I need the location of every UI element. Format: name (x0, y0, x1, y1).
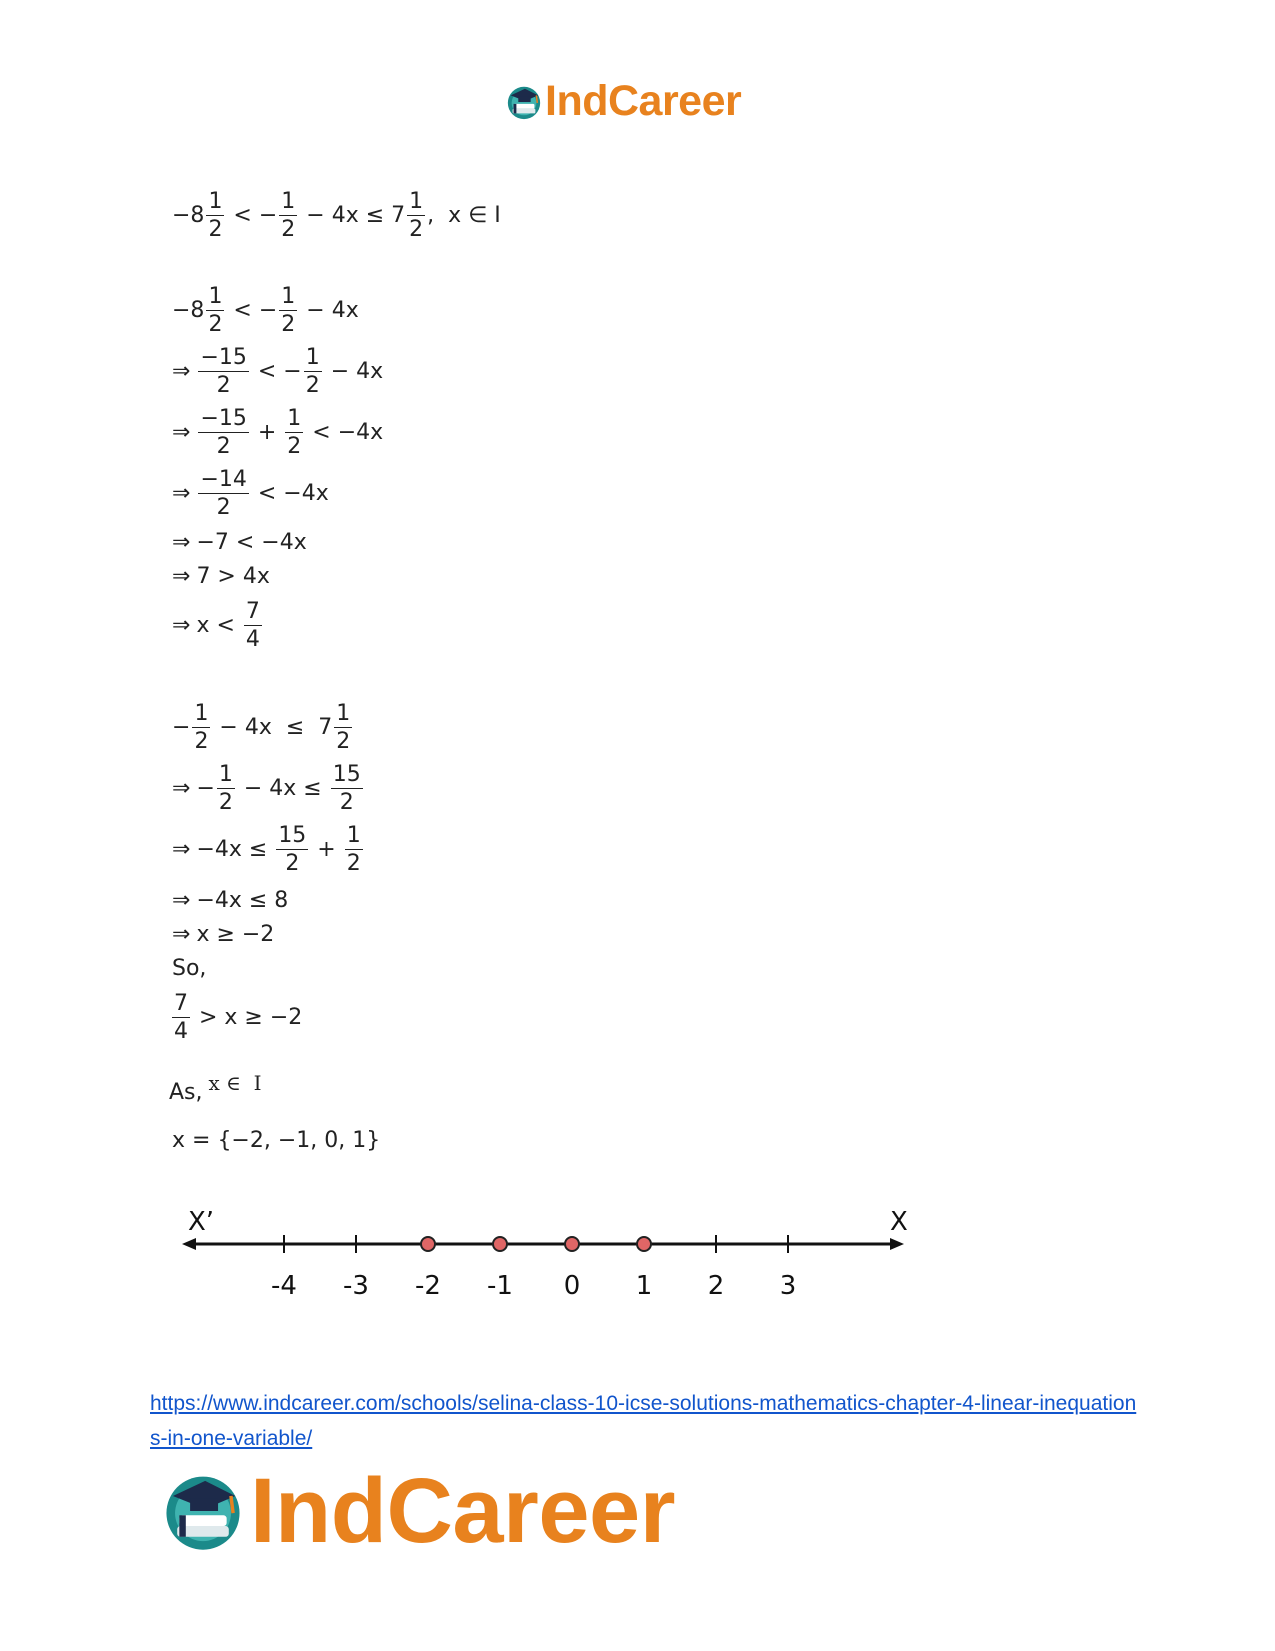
problem-statement: −8 $\frac{1}{2}$ < − $\frac{1}{2}$ − 4x ≤ 7 $\frac{1}{2}$ , x ∈ I (172, 189, 501, 243)
step-line: −8 $\frac{1}{2}$ < − $\frac{1}{2}$ − 4x (172, 284, 359, 338)
step-line: ⇒ 7 > 4x (172, 564, 270, 589)
tick-label: 1 (635, 1271, 653, 1301)
graduation-cap-books-icon (505, 83, 543, 121)
step-line: ⇒ $\frac{-14}{2}$ < −4x (172, 467, 329, 521)
header-logo (505, 77, 742, 125)
step-line: ⇒ $\frac{-15}{2}$ + $\frac{1}{2}$ < −4x (172, 406, 384, 460)
right-arrowhead (890, 1238, 904, 1250)
step-line: − $\frac{1}{2}$ − 4x ≤ 7 $\frac{1}{2}$ (172, 701, 351, 755)
tick-label: 2 (707, 1271, 725, 1301)
tick-label: -4 (271, 1271, 297, 1301)
tick-label: -1 (487, 1271, 513, 1301)
tick-label: 3 (779, 1271, 797, 1301)
number-line (180, 1200, 920, 1310)
as-condition: As, x ∈ I (169, 1071, 262, 1105)
combined-inequality: $\frac{7}{4}$ > x ≥ −2 (174, 991, 303, 1045)
footer-logo (160, 1460, 675, 1562)
step-line: ⇒ x ≥ −2 (172, 922, 275, 947)
step-line: ⇒ − $\frac{1}{2}$ − 4x ≤ $\frac{15}{2}$ (172, 762, 361, 816)
brand-name: IndCareer (250, 1460, 675, 1562)
solution-point (637, 1237, 651, 1251)
so-label: So, (172, 956, 207, 981)
brand-name: IndCareer (545, 77, 742, 125)
step-line: ⇒ x < $\frac{7}{4}$ (172, 599, 260, 653)
solution-point (421, 1237, 435, 1251)
step-line: ⇒ −4x ≤ 8 (172, 888, 289, 913)
step-line: ⇒ −4x ≤ $\frac{15}{2}$ + $\frac{1}{2}$ (172, 823, 361, 877)
step-line: ⇒ −7 < −4x (172, 530, 307, 555)
axis-label-right: X (890, 1207, 908, 1237)
graduation-cap-books-icon (160, 1468, 246, 1554)
axis-label-left: X’ (188, 1207, 215, 1237)
tick-label: -3 (343, 1271, 369, 1301)
solution-set: x = {−2, −1, 0, 1} (172, 1128, 381, 1153)
tick-label: 0 (563, 1271, 581, 1301)
step-line: ⇒ $\frac{-15}{2}$ < − $\frac{1}{2}$ − 4x (172, 345, 384, 399)
solution-point (565, 1237, 579, 1251)
tick-label: -2 (415, 1271, 441, 1301)
source-link[interactable]: https://www.indcareer.com/schools/selina-class-10-icse-solutions-mathematics-chapter-4-linear-inequations-in-one-variable/ (150, 1392, 1137, 1450)
left-arrowhead (182, 1238, 196, 1250)
solution-point (493, 1237, 507, 1251)
